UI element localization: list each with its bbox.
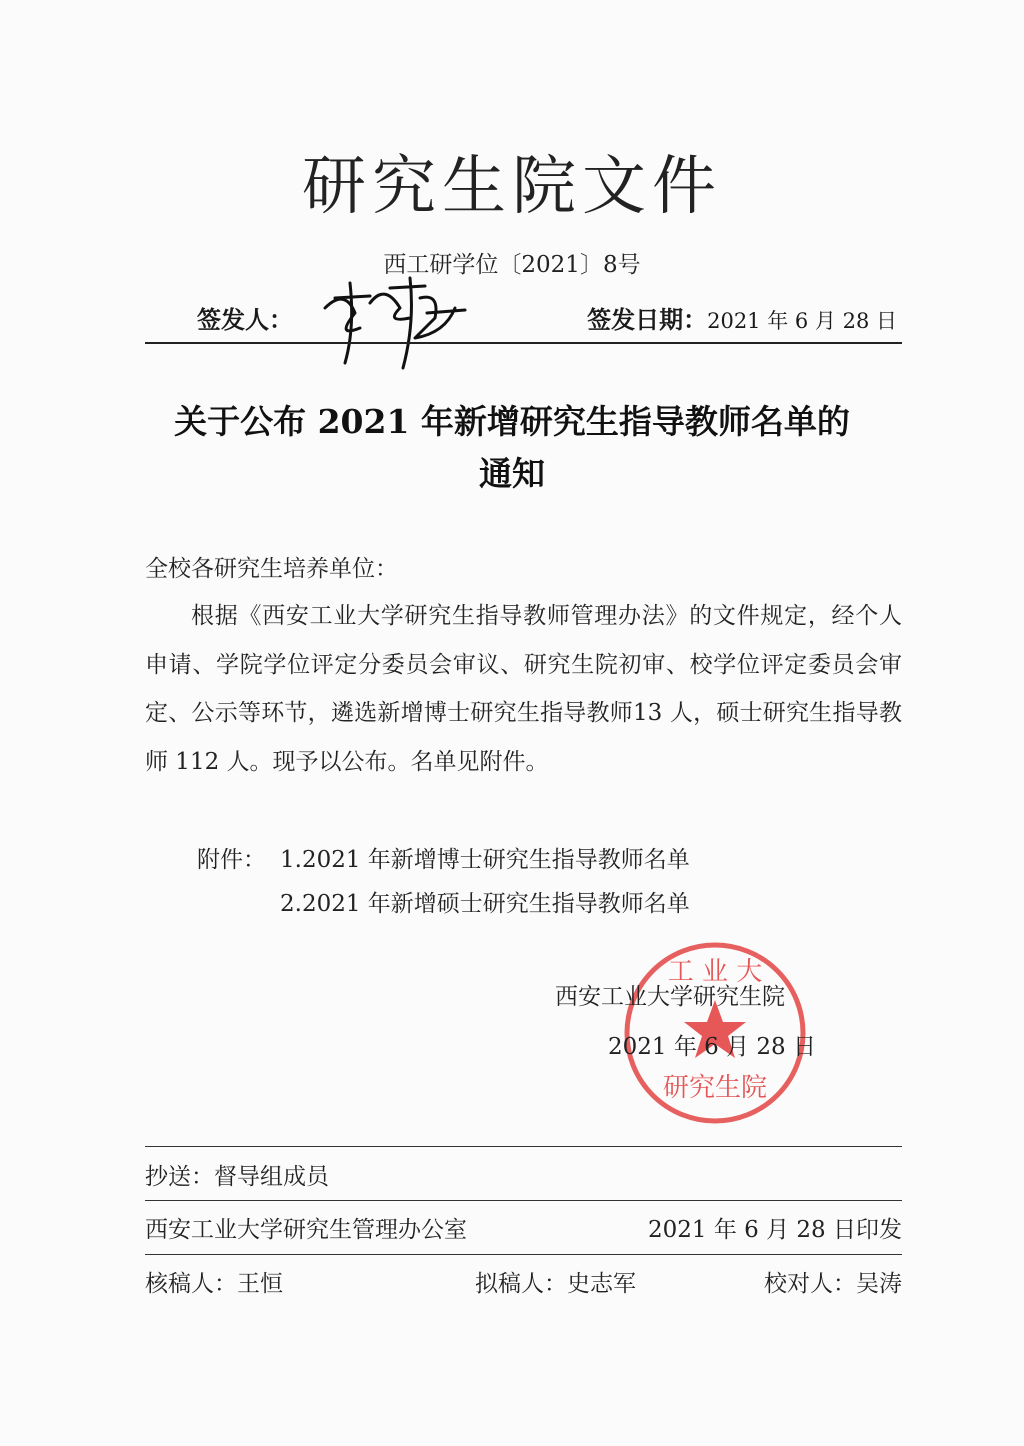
footer-divider xyxy=(145,1200,902,1201)
office-row xyxy=(145,1211,902,1244)
document-header-title: 研究生院文件 xyxy=(302,150,722,224)
signer-label: 签发人： xyxy=(197,305,293,334)
office-name: 西安工业大学研究生管理办公室 xyxy=(145,1217,467,1243)
document-number: 西工研学位〔2021〕8号 xyxy=(383,252,641,278)
staff-row xyxy=(145,1265,902,1298)
attachment-item: 1.2021 年新增博士研究生指导教师名单 xyxy=(280,847,690,873)
issuer-name: 西安工业大学研究生院 xyxy=(555,984,785,1010)
issue-date-value: 2021 年 6 月 28 日 xyxy=(707,309,897,333)
seal-text-bottom: 研究生院 xyxy=(662,1073,768,1103)
seal-text-top: 工 业 大 xyxy=(667,957,763,987)
issue-date-label: 签发日期： xyxy=(587,305,708,334)
header-divider xyxy=(145,342,902,344)
salutation: 全校各研究生培养单位： xyxy=(145,556,398,582)
drafter: 拟稿人：史志军 xyxy=(475,1271,636,1297)
notice-body: 根据《西安工业大学研究生指导教师管理办法》的文件规定，经个人申请、学院学位评定分委员会审议、研究生院初审、校学位评定委员会审定、公示等环节，遴选新增博士研究生指导教师13 人，硕士研究生指导教师 112 人。现予以公布。名单见附件。 xyxy=(145,603,902,775)
footer-divider xyxy=(145,1254,902,1255)
issue-date xyxy=(587,300,897,335)
footer-divider xyxy=(145,1146,902,1147)
cc-line: 抄送：督导组成员 xyxy=(145,1164,329,1190)
handwritten-signature xyxy=(315,268,475,378)
attachment-item: 2.2021 年新增硕士研究生指导教师名单 xyxy=(280,891,690,917)
reviewer: 核稿人：王恒 xyxy=(145,1271,283,1297)
notice-title xyxy=(130,396,894,500)
proofreader: 校对人：吴涛 xyxy=(764,1271,902,1297)
attachments-label: 附件： xyxy=(197,847,266,873)
printed-date: 2021 年 6 月 28 日印发 xyxy=(648,1217,902,1243)
issuer-date: 2021 年 6 月 28 日 xyxy=(608,1034,816,1060)
notice-title-line1: 关于公布 2021 年新增研究生指导教师名单的 xyxy=(174,402,850,441)
notice-title-line2: 通知 xyxy=(479,454,545,493)
